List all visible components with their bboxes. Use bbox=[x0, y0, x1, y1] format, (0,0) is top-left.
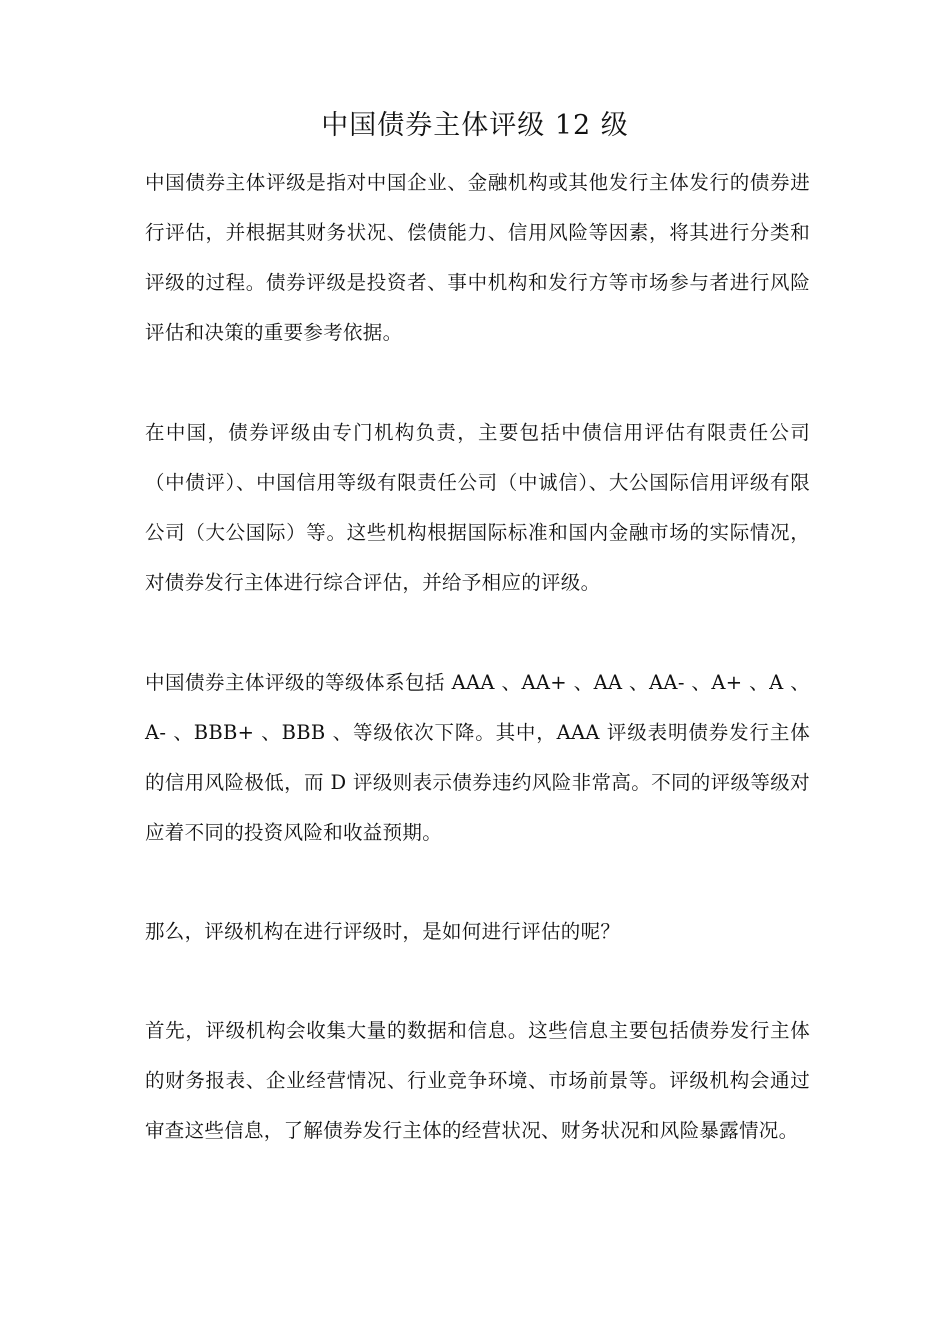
paragraph-intro: 中国债券主体评级是指对中国企业、金融机构或其他发行主体发行的债券进行评估，并根据其财务状况、偿债能力、信用风险等因素，将其进行分类和评级的过程。债券评级是投资者、事中机构和发行方等市场参与者进行风险评估和决策的重要参考依据。 bbox=[145, 171, 810, 344]
paragraph-data-collection: 首先，评级机构会收集大量的数据和信息。这些信息主要包括债券发行主体的财务报表、企业经营情况、行业竞争环境、市场前景等。评级机构会通过审查这些信息，了解债券发行主体的经营状况、财务状况和风险暴露情况。 bbox=[145, 1019, 810, 1142]
paragraph-agencies: 在中国，债券评级由专门机构负责，主要包括中债信用评估有限责任公司（中债评）、中国信用等级有限责任公司（中诚信）、大公国际信用评级有限公司（大公国际）等。这些机构根据国际标准和国内金融市场的实际情况，对债券发行主体进行综合评估，并给予相应的评级。 bbox=[145, 421, 810, 594]
paragraph-rating-scale: 中国债券主体评级的等级体系包括 AAA 、AA+ 、AA 、AA- 、A+ 、A 、A- 、BBB+ 、BBB 、等级依次下降。其中，AAA 评级表明债券发行主体的信用风险极低，而 D 评级则表示债券违约风险非常高。不同的评级等级对应着不同的投资风险和收益预期。 bbox=[145, 671, 810, 844]
paragraph-question: 那么，评级机构在进行评级时，是如何进行评估的呢？ bbox=[145, 920, 621, 943]
document-title: 中国债券主体评级 12 级 bbox=[321, 110, 629, 141]
